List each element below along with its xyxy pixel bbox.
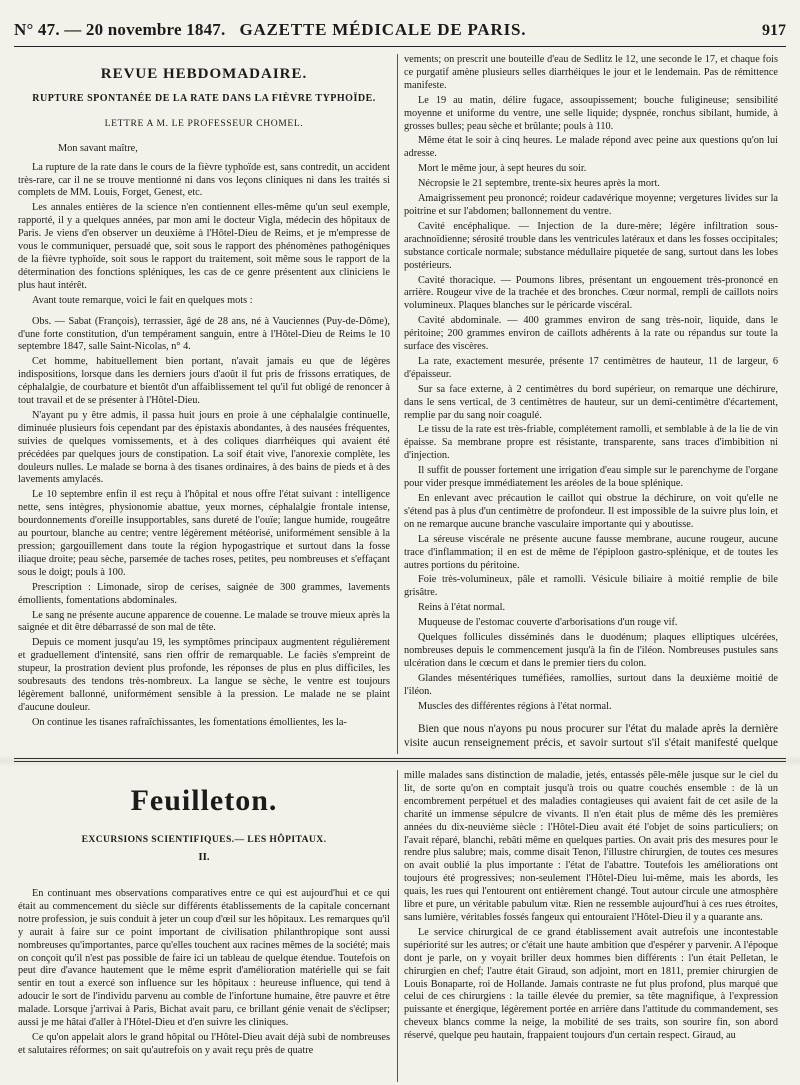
feuilleton-rule-bottom: [14, 761, 786, 762]
paragraph: La rate, exactement mesurée, présente 17 centimètres de hauteur, 11 de largeur, 6 d'épaisseur.: [404, 355, 778, 380]
paragraph: Le tissu de la rate est très-friable, complétement ramolli, et semblable à de la lie de vin épaisse. Sa membrane propre est résistante, transparente, sans traces d'imbibition ni d'injection.: [404, 424, 778, 462]
article-left-column: [18, 54, 390, 752]
paragraph: Muscles des différentes régions à l'état normal.: [418, 700, 612, 712]
feuilleton-subtitle: EXCURSIONS SCIENTIFIQUES.— LES HÔPITAUX.: [81, 834, 327, 845]
paragraph: Foie très-volumineux, pâle et ramolli. Vésicule biliaire à moitié remplie de bile grisâtre.: [404, 574, 778, 599]
paragraph: On continue les tisanes rafraîchissantes, les fomentations émollientes, les la-: [32, 716, 347, 728]
paragraph: Sur sa face externe, à 2 centimètres du bord supérieur, on remarque une déchirure, dans le sens vertical, de 3 centimètres de hauteur, sur un demi-centimètre d'écartement, remplie par du sang noir coagulé.: [404, 383, 778, 421]
article-right-column: [404, 54, 778, 752]
paragraph: Cavité abdominale. — 400 grammes environ de sang très-noir, liquide, dans le péritoine; 200 grammes environ de caillots adhérents à la rate ou répandus sur toute la surface des viscères.: [404, 315, 778, 353]
paragraph: Cet homme, habituellement bien portant, n'avait jamais eu que de légères indispositions, lorsque dans les derniers jours d'août il fut pris de frissons erratiques, de céphalalgie, de courbature et bientôt d'un affaiblissement tel qu'il fut obligé de renoncer à tout travail et de se présenter à l'Hôtel-Dieu.: [18, 356, 390, 407]
paragraph: mille malades sans distinction de maladie, jetés, entassés pêle-mêle jusque sur le ciel du lit, de sorte qu'on en comptait jusqu'à trois ou quatre couchés ensemble : de là un encombrement perpétuel et des maladies contagieuses qui avaient fait de cet asile de la charité un immense sépulcre de vivants. Il n'en était plus de même dès les premières années du dix-neuvième siècle : l'Hôtel-Dieu avait été l'objet de soins particuliers; on l'avait réparé, blanchi, rebâti même en quelques parties. On avait pris des mesures pour le rendre plus salubre; mais, comme disait Tenon, l'illustre chirurgien, de toutes ces mesures on avait oublié la plus importante : l'état de l'abattre. Toutefois les améliorations ont toujours été progressives; non-seulement l'Hôtel-Dieu lui-même, mais les abords, les quais, les rues qui l'entourent ont entièrement changé. Tout autour circule une atmosphère libre et pure, un véritable pabulum vitæ. Rien ne ressemble aujourd'hui à ces rues étroites, sans lumière, véritables fossés fangeux qui entouraient l'Hôtel-Dieu il y a quarante ans.: [404, 770, 778, 923]
paragraph: Même état le soir à cinq heures. Le malade répond avec peine aux questions qu'on lui adresse.: [404, 135, 778, 160]
paragraph: Ce qu'on appelait alors le grand hôpital ou l'Hôtel-Dieu avait déjà subi de nombreuses et salutaires réformes; on sait qu'autrefois on y avait reçu près de quatre: [18, 1031, 390, 1056]
feuilleton-right-column: [404, 770, 778, 1083]
paragraph: Nécropsie le 21 septembre, trente-six heures après la mort.: [418, 178, 660, 190]
paragraph: Prescription : Limonade, sirop de cerises, saignée de 300 grammes, lavements émollients, fomentations abdominales.: [18, 581, 390, 606]
feuilleton-header: [18, 770, 390, 869]
feuilleton-part: II.: [198, 851, 210, 863]
feuilleton-heading: Feuilleton.: [130, 784, 278, 817]
paragraph: N'ayant pu y être admis, il passa huit jours en proie à une céphalalgie continuelle, diminuée plusieurs fois cependant par des épistaxis abondantes, à des nausées fréquentes, suivies de quelques vomissements, et à des coliques diarrhéiques qui avaient été précédées par quelques jours de constipation. La soif était vive, l'anorexie complète, les douleurs nulles. Le malade se borna à des tisanes ordinaires, à des bains de pieds et à des lavements amylacés.: [18, 409, 390, 486]
paragraph: Depuis ce moment jusqu'au 19, les symptômes principaux augmentent régulièrement et graduellement d'intensité, sans rien offrir de remarquable. Le faciès s'empreint de stupeur, la prostration devient plus profonde, les réponses de plus en plus difficiles, les soubresauts des tendons très-nombreux. La langue se sèche, le ventre est toujours légèrement ballonné, uniformément sensible à la pression. Le malade ne se plaint d'aucune douleur.: [18, 637, 390, 713]
paragraph: Amaigrissement peu prononcé; roideur cadavérique moyenne; vergetures livides sur la poitrine et sur l'abdomen; ballonnement du ventre.: [404, 193, 778, 217]
paragraph: Glandes mésentériques tuméfiées, ramollies, surtout dans la deuxième moitié de l'iléon.: [404, 672, 778, 697]
paragraph-conclusion: Bien que nous n'ayons pu nous procurer sur l'état du malade après la dernière visite aucun renseignement précis, et savoir surtout s'il s'était manifesté quelque: [404, 722, 778, 749]
column-divider-top: [397, 54, 398, 754]
paragraph: Les annales entières de la science n'en contiennent elles-même qu'un seul exemple, rapporté, il y a quelques années, par mon ami le docteur Vigla, médecin des hôpitaux de Paris. Je viens d'en observer un deuxième à l'Hôtel-Dieu de Reims, et je m'empresse de vous le communiquer, persuadé que, soit sous le rapport des phénomènes pathogéniques de la fièvre typhoïde, soit sous le rapport du traitement, soit même sous le rapport de la détermination des fonctions spléniques, les cas de ce genre présentent aux cliniciens le plus haut intérêt.: [18, 202, 390, 291]
column-divider-bottom: [397, 770, 398, 1082]
paragraph: Mort le même jour, à sept heures du soir.: [418, 163, 587, 175]
paragraph: Cavité thoracique. — Poumons libres, présentant un engouement très-prononcé en arrière. Rougeur vive de la trachée et des bronches. Cœur normal, rempli de caillots noirs volumineux. Plaques blanches sur le péricarde viscéral.: [404, 274, 778, 312]
journal-title: GAZETTE MÉDICALE DE PARIS.: [239, 20, 527, 39]
paragraph: Cavité encéphalique. — Injection de la dure-mère; légère infiltration sous-arachnoïdienne; sérosité trouble dans les ventricules latéraux et dans les fosses occipitales; substance corticale normale; substance médullaire piquetée de sang, surtout dans les lobes postérieurs.: [404, 220, 778, 271]
letter-addressee: LETTRE A M. LE PROFESSEUR CHOMEL.: [104, 117, 304, 129]
paragraph: La séreuse viscérale ne présente aucune fausse membrane, aucune rougeur, aucune trace d'inflammation; il en est de même de l'épiploon gastro-splénique, et de toutes les autres portions du péritoine.: [404, 533, 778, 571]
feuilleton-left-column: [18, 888, 390, 1083]
section-heading: REVUE HEBDOMADAIRE.: [100, 66, 308, 82]
salutation: Mon savant maître,: [58, 142, 138, 154]
paragraph-observation: Obs. — Sabat (François), terrassier, âgé de 28 ans, né à Vauciennes (Puy-de-Dôme), d'une forte constitution, d'un tempérament sanguin, entre à l'Hôtel-Dieu de Reims le 10 septembre 1847, salle Saint-Nicolas, n° 4.: [18, 315, 390, 353]
paragraph: En enlevant avec précaution le caillot qui obstrue la déchirure, on voit qu'elle ne s'étend pas à plus d'un centimètre de profondeur. Il est impossible de la suivre plus loin, et on ne remarque aucune branche vasculaire importante qui y aboutisse.: [404, 493, 778, 530]
paragraph: Muqueuse de l'estomac couverte d'arborisations d'un rouge vif.: [418, 617, 678, 629]
paragraph: La rupture de la rate dans le cours de la fièvre typhoïde est, sans contredit, un accident très-rare, car il ne se trouve mentionné ni dans vos leçons cliniques ni dans les traités si complets de MM. Louis, Forget, Genest, etc.: [18, 161, 390, 199]
paragraph: Reins à l'état normal.: [418, 602, 506, 614]
paragraph: vements; on prescrit une bouteille d'eau de Sedlitz le 12, une seconde le 17, et chaque fois ce purgatif amène plusieurs selles diarrhéiques le jour et le lendemain. Pas de rémittence manifeste.: [404, 54, 778, 91]
page-number: 917: [762, 22, 786, 39]
issue-date: N° 47. — 20 novembre 1847.: [14, 20, 226, 39]
paragraph: Le sang ne présente aucune apparence de couenne. Le malade se trouve mieux après la saignée et dit être débarrassé de son mal de tête.: [18, 609, 390, 634]
paragraph: Le 10 septembre enfin il est reçu à l'hôpital et nous offre l'état suivant : intelligence nette, sens intègres, physionomie abattue, yeux mornes, céphalalgie frontale intense, bourdonnements d'oreille insupportables, sans dureté de l'ouïe; langue humide, rougeâtre au pourtour, blanche au centre; ventre légèrement météorisé, uniformément sensible à la pression; gargouillement dans toute la région hypogastrique et surtout dans la fosse iliaque droite; peau sèche, parsemée de taches roses, petites, peu nombreuses et s'effaçant sous le doigt; pouls à 100.: [18, 489, 390, 578]
feuilleton-rule-top: [14, 758, 786, 759]
paragraph: Il suffit de pousser fortement une irrigation d'eau simple sur le parenchyme de l'organe pour vider presque immédiatement les aréoles de la boue splénique.: [404, 465, 778, 490]
paragraph: En continuant mes observations comparatives entre ce qui est aujourd'hui et ce qui était au commencement du siècle sur différents établissements de la capitale concernant notre profession, je suis conduit à jeter un coup d'œil sur les hôpitaux. Les remarques qu'il y aurait à faire sur ce point important de civilisation philanthropique sont aussi nombreuses qu'importantes, parce qu'elles touchent aux racines mêmes de la société; mais on conçoit qu'il n'est pas possible de faire ici un tableau de quelque étendue. Toutefois on peut dire d'avance hautement que le même esprit d'amélioration matérielle qui se fait sentir en tout a exercé son influence sur les hôpitaux : heureuse influence, qui tend à adoucir le sort de l'individu parvenu au comble de l'infortune humaine, être pauvre et être malade. Lorsque j'arrivai à Paris, Bichat avait paru, ce brillant génie venait de s'éclipser; aussi je me hâtai d'aller à l'Hôtel-Dieu et d'en suivre les cliniques.: [18, 888, 390, 1029]
paragraph: Le service chirurgical de ce grand établissement avait autrefois une incontestable supériorité sur les autres; or c'était une haute ambition que d'espérer y parvenir. A l'époque dont je parle, on y voyait briller deux hommes bien différents : l'un était Pelletan, le chirurgien en chef; l'autre était Giraud, son adjoint, mort en 1811, premier chirurgien de Louis Bonaparte, roi de Hollande. Jamais contraste ne fut plus profond, plus marqué que celui de ces chirurgiens : la taille élevée du premier, sa tête magnifique, à l'expression puissante et énergique, légèrement portée en arrière dans l'attitude du commandement, ses cheveux blancs comme la neige, la mobilité de ses traits, son sourire fin, son abord réservé, quelque peu hautain, frappaient toujours d'un certain respect. Giraud, au: [404, 926, 778, 1042]
article-title: RUPTURE SPONTANÉE DE LA RATE DANS LA FIÈVRE TYPHOÏDE.: [32, 92, 376, 104]
paragraph: Le 19 au matin, délire fugace, assoupissement; bouche fuligineuse; sensibilité moyenne et uniforme du ventre, une selle liquide; dyspnée, ronchus sibilant, humide, à grosses bulles; peau sèche et brûlante; pouls à 110.: [404, 94, 778, 132]
paragraph: Avant toute remarque, voici le fait en quelques mots :: [32, 294, 253, 306]
page-header: [14, 20, 786, 47]
paragraph: Quelques follicules disséminés dans le duodénum; plaques elliptiques ulcérées, nombreuses depuis le commencement jusqu'à la fin de l'iléon. Nombreuses pustules sans ulcération dans le cœcum et dans le premier tiers du colon.: [404, 632, 778, 669]
